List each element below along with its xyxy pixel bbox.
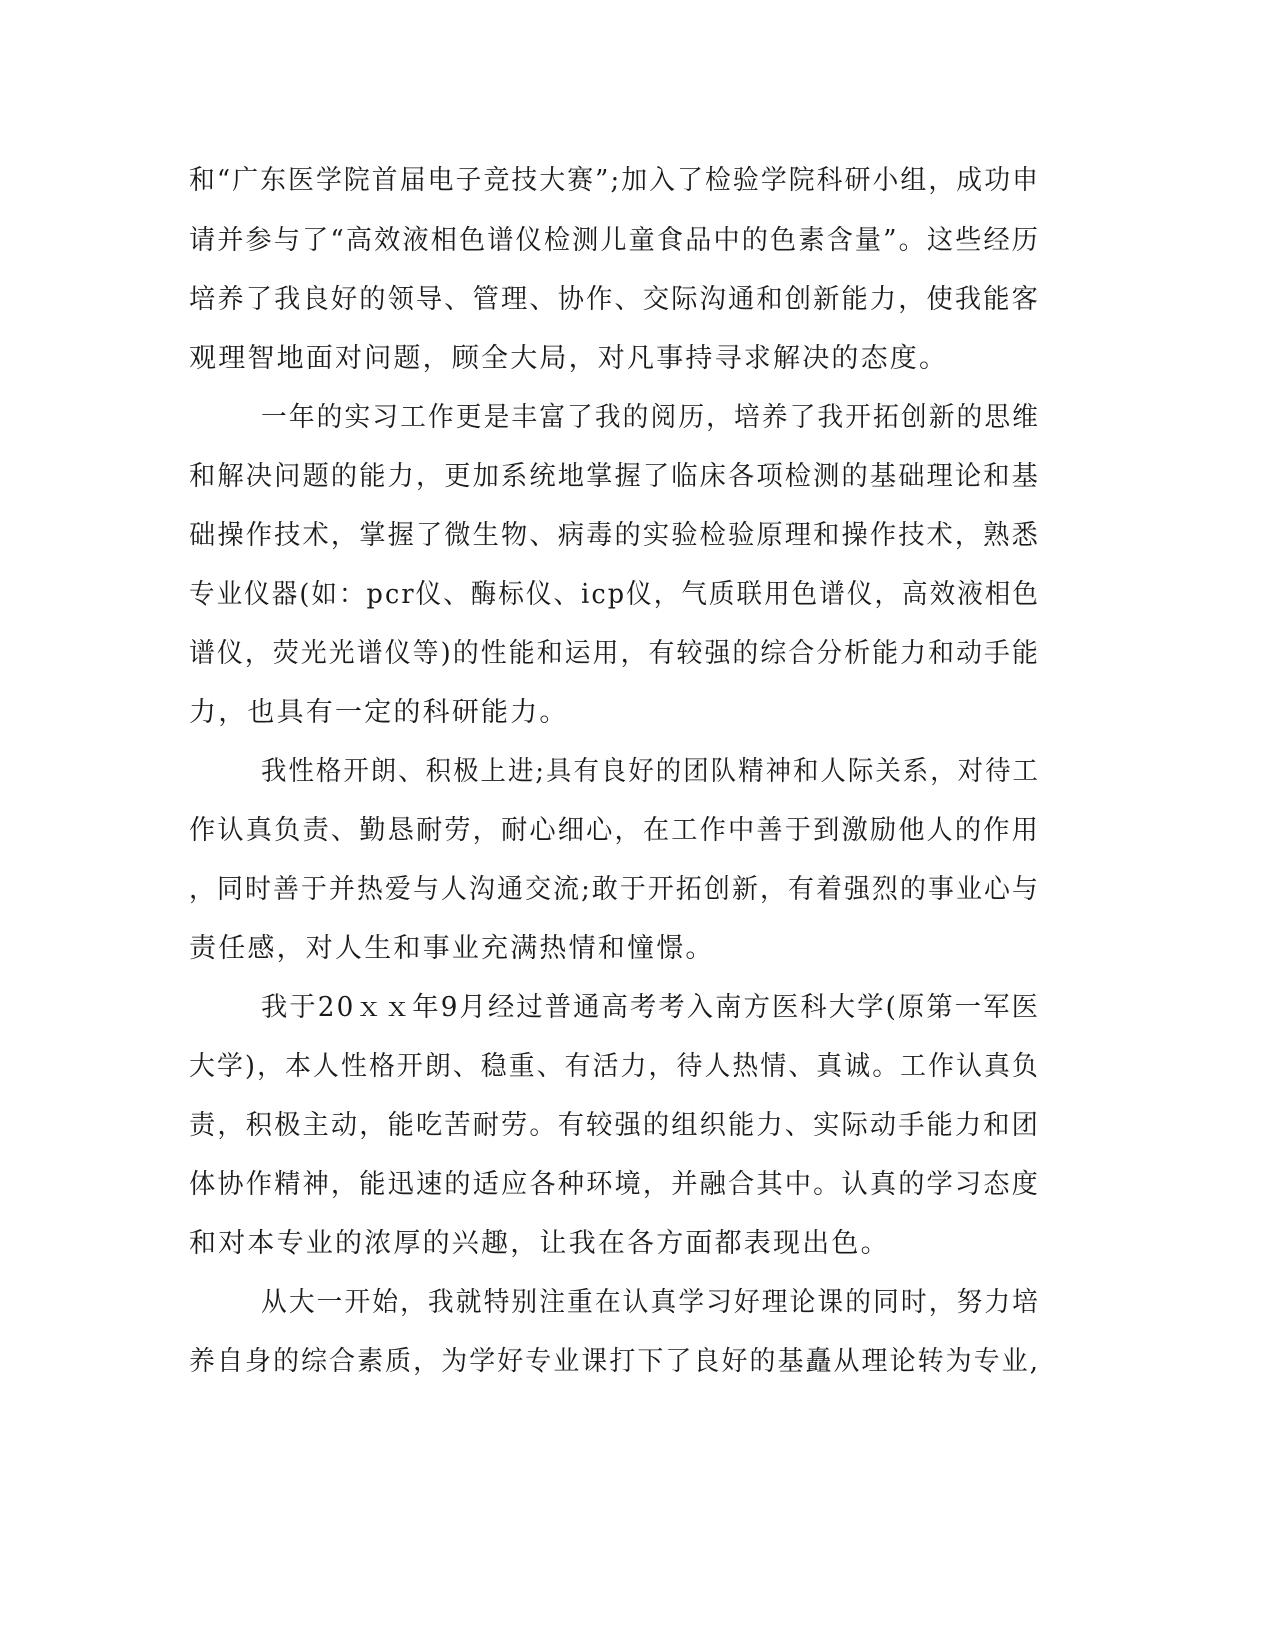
text-line: 养自身的综合素质，为学好专业课打下了良好的基矗从理论转为专业, — [189, 1346, 1041, 1377]
text-line: 专业仪器(如：pcr仪、酶标仪、icp仪，气质联用色谱仪，高效液相色 — [189, 579, 1040, 610]
paragraph-first-line: 我性格开朗、积极上进;具有良好的团队精神和人际关系，对待工 — [261, 756, 1041, 787]
text-line: 作认真负责、勤恳耐劳，耐心细心，在工作中善于到激励他人的作用 — [189, 815, 1041, 846]
text-line: 力，也具有一定的科研能力。 — [189, 697, 569, 728]
text-line: 责任感，对人生和事业充满热情和憧憬。 — [189, 933, 715, 964]
text-line: 和对本专业的浓厚的兴趣，让我在各方面都表现出色。 — [189, 1228, 890, 1259]
paragraph-first-line: 一年的实习工作更是丰富了我的阅历，培养了我开拓创新的思维 — [261, 402, 1041, 433]
text-line: 谱仪，荧光光谱仪等)的性能和运用，有较强的综合分析能力和动手能 — [189, 638, 1040, 669]
text-line: 和解决问题的能力，更加系统地掌握了临床各项检测的基础理论和基 — [189, 461, 1041, 492]
text-line: 培养了我良好的领导、管理、协作、交际沟通和创新能力，使我能客 — [189, 284, 1041, 315]
paragraph-first-line: 我于20ｘｘ年9月经过普通高考考入南方医科大学(原第一军医 — [261, 992, 1041, 1023]
text-line: 责，积极主动，能吃苦耐劳。有较强的组织能力、实际动手能力和团 — [189, 1110, 1041, 1141]
text-line: 大学)，本人性格开朗、稳重、有活力，待人热情、真诚。工作认真负 — [189, 1051, 1040, 1082]
text-line: ，同时善于并热爱与人沟通交流;敢于开拓创新，有着强烈的事业心与 — [189, 874, 1041, 905]
text-line: 体协作精神，能迅速的适应各种环境，并融合其中。认真的学习态度 — [189, 1169, 1041, 1200]
text-line: 观理智地面对问题，顾全大局，对凡事持寻求解决的态度。 — [189, 343, 949, 374]
text-line: 础操作技术，掌握了微生物、病毒的实验检验原理和操作技术，熟悉 — [189, 520, 1041, 551]
paragraph-first-line: 从大一开始，我就特别注重在认真学习好理论课的同时，努力培 — [261, 1287, 1041, 1318]
text-line: 请并参与了“高效液相色谱仪检测儿童食品中的色素含量”。这些经历 — [189, 225, 1041, 256]
text-line: 和“广东医学院首届电子竞技大赛”;加入了检验学院科研小组，成功申 — [189, 165, 1041, 196]
